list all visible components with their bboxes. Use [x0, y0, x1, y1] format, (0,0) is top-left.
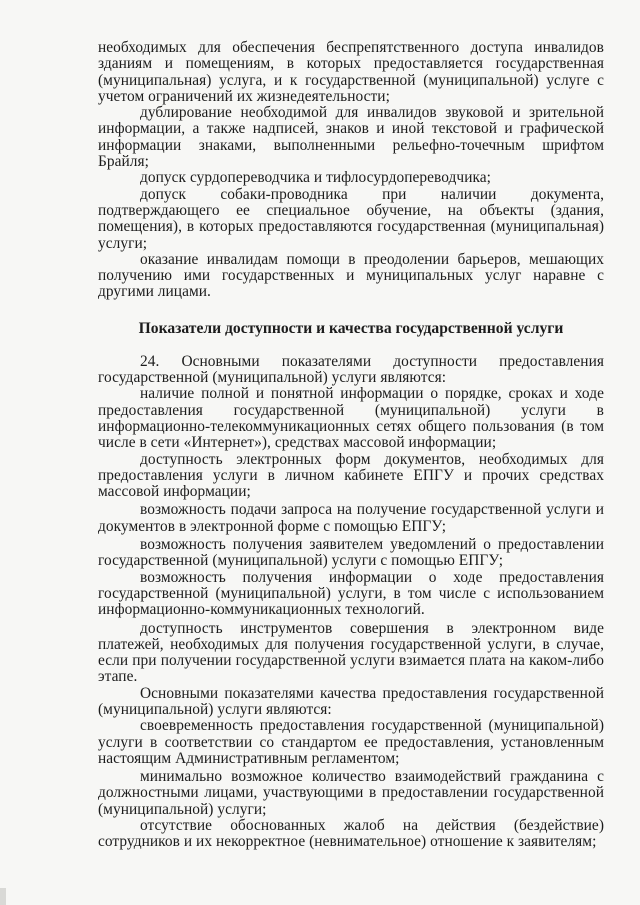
document-page: [98, 40, 604, 851]
paragraph-braille: дублирование необходимой для инвалидов звуковой и зрительной информации, а также надписей, знаков и иной текстовой и графической информации знаками, выполненными рельефно-точечным шрифтом Брайля;: [98, 104, 604, 171]
paragraph-electronic-forms: доступность электронных форм документов, необходимых для предоставления услуги в личном кабинете ЕПГУ и прочих средствах массовой информации;: [98, 450, 604, 501]
paragraph-timeliness: своевременность предоставления государственной (муниципальной) услуги в соответствии со стандартом ее предоставления, установленным настоящим Административным регламентом;: [98, 717, 604, 767]
paragraph-24-accessibility: 24. Основными показателями доступности предоставления государственной (муниципальной) услуги являются:: [98, 352, 604, 387]
paragraph-sign-interpreter: допуск сурдопереводчика и тифлосурдопереводчика;: [140, 169, 491, 187]
paragraph-notifications-epgu: возможность получения заявителем уведомлений о предоставлении государственной (муниципальной) услуги с помощью ЕПГУ;: [98, 536, 604, 570]
paragraph-full-info: наличие полной и понятной информации о порядке, сроках и ходе предоставления государственной (муниципальной) услуги в информационно-телекоммуникационных сетях общего пользования (в том числе в сети «Интернет»), средствах массовой информации;: [98, 385, 604, 452]
scan-edge-mark: [0, 888, 6, 905]
paragraph-barrier-help: оказание инвалидам помощи в преодолении барьеров, мешающих получению ими государственных и муниципальных услуг наравне с другими лицами.: [98, 250, 604, 301]
paragraph-electronic-payments: доступность инструментов совершения в электронном виде платежей, необходимых для получения государственной услуги, в случае, если при получении государственной услуги взимается плата на каком-либо этапе.: [98, 619, 604, 686]
paragraph-guide-dog: допуск собаки-проводника при наличии документа, подтверждающего ее специальное обучение, на объекты (здания, помещения), в которых предоставляются государственная (муниципальная) услуги;: [98, 185, 604, 252]
paragraph-no-complaints: отсутствие обоснованных жалоб на действия (бездействие) сотрудников и их некорректное (невнимательное) отношение к заявителям;: [98, 817, 604, 851]
paragraph-quality-indicators: Основными показателями качества предоставления государственной (муниципальной) услуги являются:: [98, 684, 604, 718]
paragraph-request-epgu: возможность подачи запроса на получение государственной услуги и документов в электронной форме с помощью ЕПГУ;: [98, 501, 604, 535]
section-heading: Показатели доступности и качества государственной услуги: [138, 319, 564, 337]
paragraph-access-buildings: необходимых для обеспечения беспрепятственного доступа инвалидов зданиям и помещениям, в которых предоставляется государственная (муниципальная) услуга, и к государственной (муниципальной) услуге с учетом ограничений их жизнедеятельности;: [98, 39, 604, 105]
paragraph-min-interactions: минимально возможное количество взаимодействий гражданина с должностными лицами, участвующими в предоставлении государственной (муниципальной) услуги;: [98, 768, 604, 818]
paragraph-progress-info: возможность получения информации о ходе предоставления государственной (муниципальной) услуги, в том числе с использованием информационно-коммуникационных технологий.: [98, 568, 604, 619]
